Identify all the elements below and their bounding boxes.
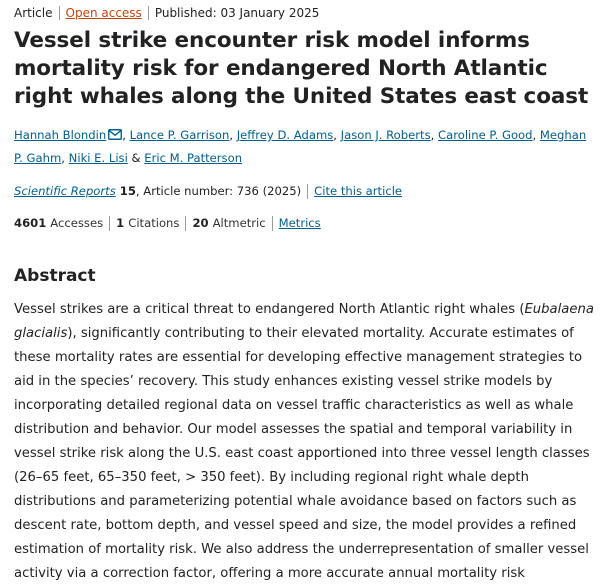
author-link[interactable]: Niki E. Lisi	[68, 151, 128, 165]
journal-link[interactable]: Scientific Reports	[14, 184, 116, 198]
cite-article-link[interactable]: Cite this article	[314, 184, 403, 198]
abstract-heading: Abstract	[14, 266, 96, 286]
divider	[148, 6, 149, 20]
author-list: Hannah Blondin , Lance P. Garrison, Jeffrey D. Adams, Jason J. Roberts, Caroline P. Good, Meghan P. Gahm, Niki E. Lisi & Eric M. Patterson	[14, 128, 587, 165]
altmetric-label: Altmetric	[212, 216, 266, 230]
article-type: Article	[14, 6, 53, 20]
article-number: , Article number: 736 (2025)	[135, 184, 302, 198]
author-link[interactable]: Lance P. Garrison	[129, 128, 230, 142]
accesses-label: Accesses	[50, 216, 104, 230]
divider	[272, 216, 273, 231]
email-icon[interactable]	[108, 129, 122, 140]
abstract-body: Vessel strikes are a critical threat to endangered North Atlantic right whales (Eubalaena glacialis), significantly contributing to their elevated mortality. Accurate estimates of these mortality rates are essential for developing effective management strategies to aid in the species’ recovery. This study enhances existing vessel strike models by incorporating detailed regional data on vessel traffic characteristics as well as whale distribution and behavior. Our model assesses the spatial and temporal variability in vessel strike risk along the U.S. east coast apportioned into three vessel length classes (26–65 feet, 65–350 feet, > 350 feet). By including regional right whale depth distributions and parameterizing potential whale avoidance based on factors such as descent rate, bottom depth, and vessel speed and size, the model provides a refined estimation of mortality risk. We also address the underrepresentation of smaller vessel activity via a correction factor, offering a more accurate annual mortality risk	[14, 302, 594, 581]
divider	[185, 216, 186, 231]
author-link[interactable]: Eric M. Patterson	[144, 151, 243, 165]
divider	[59, 6, 60, 20]
author-link[interactable]: Meghan P. Gahm	[14, 128, 587, 165]
article-metrics	[14, 215, 596, 231]
metrics-link[interactable]: Metrics	[278, 216, 321, 230]
author-link[interactable]: Hannah Blondin	[14, 128, 107, 142]
open-access-link[interactable]: Open access	[65, 6, 142, 20]
published-date: Published: 03 January 2025	[154, 6, 320, 20]
journal-info	[14, 183, 596, 199]
journal-volume: 15	[119, 184, 136, 198]
divider	[307, 184, 308, 199]
author-link[interactable]: Jeffrey D. Adams	[236, 128, 334, 142]
species-name: Eubalaena glacialis	[14, 302, 594, 341]
divider	[109, 216, 110, 231]
author-link[interactable]: Jason J. Roberts	[340, 128, 431, 142]
citations-count: 1	[116, 216, 125, 230]
article-meta	[14, 5, 596, 21]
accesses-count: 4601	[14, 216, 47, 230]
article-title: Vessel strike encounter risk model informs mortality risk for endangered North Atlantic right whales along the United States east coast	[14, 28, 589, 109]
citations-label: Citations	[128, 216, 180, 230]
author-link[interactable]: Caroline P. Good	[438, 128, 533, 142]
altmetric-count: 20	[192, 216, 209, 230]
